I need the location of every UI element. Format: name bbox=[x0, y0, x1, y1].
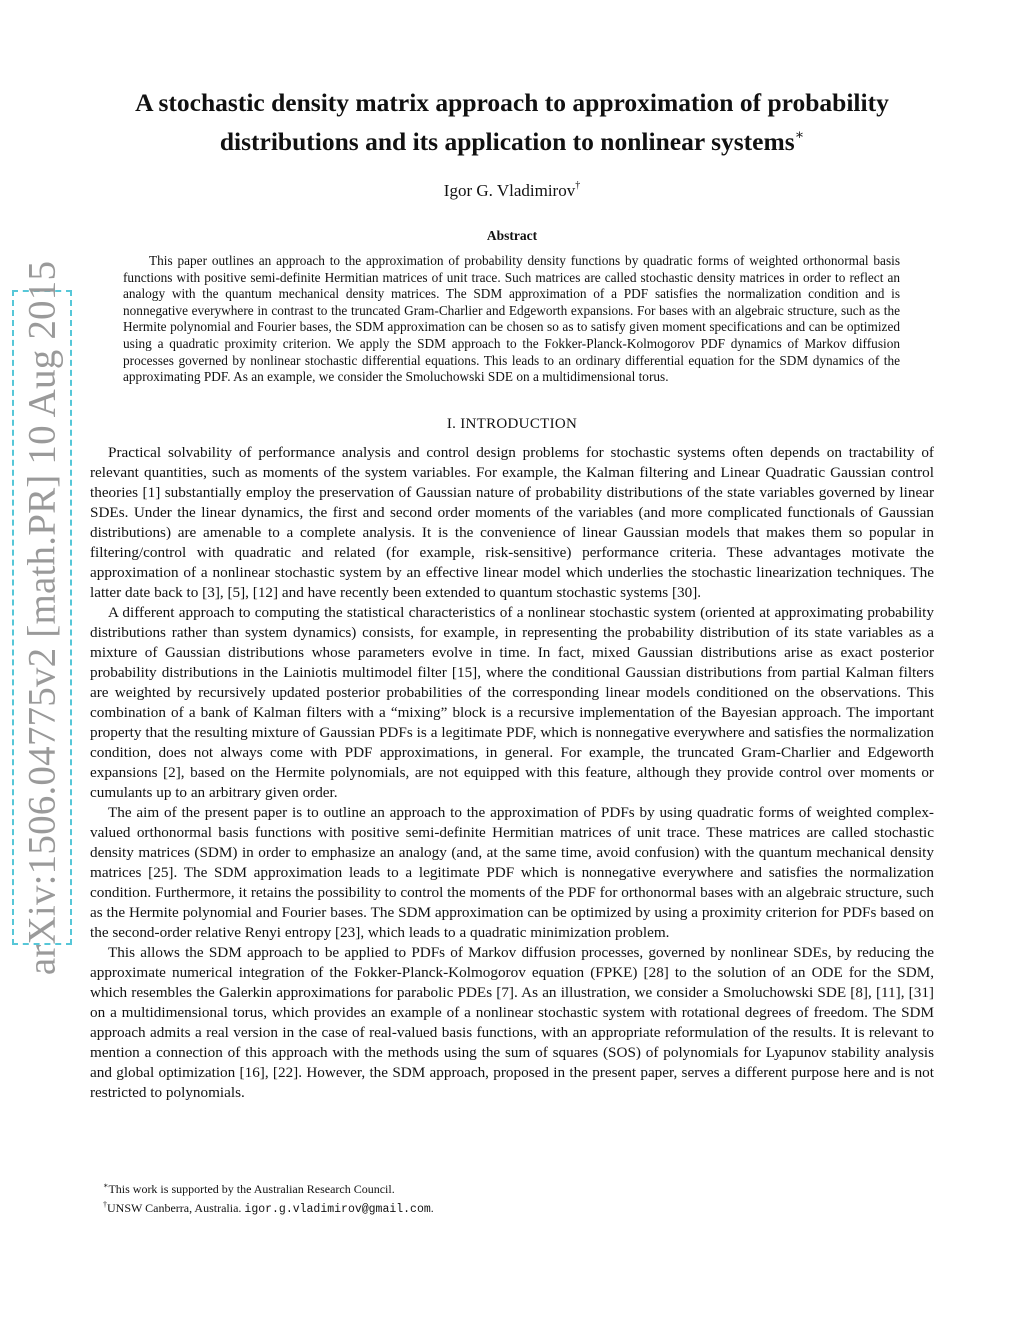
arxiv-identifier-stamp bbox=[12, 260, 72, 975]
title-footnote-mark: ∗ bbox=[794, 128, 805, 143]
paragraph: Practical solvability of performance analysis and control design problems for stochastic systems often depends on tractability of relevant quantities, such as moments of the system variables. For example, the Kalman filtering and Linear Quadratic Gaussian control theories [1] substantially employ the preservation of Gaussian nature of probability distributions of the state variables governed by linear SDEs. Under the linear dynamics, the first and second order moments of the variables (and more complicated functionals of Gaussian distributions) are amenable to a complete analysis. It is the convenience of linear Gaussian models that makes them so popular in filtering/control with quadratic and related (for example, risk-sensitive) performance criteria. These advantages motivate the approximation of a nonlinear stochastic system by an effective linear model which underlies the stochastic linearization techniques. The latter date back to [3], [5], [12] and have recently been extended to quantum stochastic systems [30]. bbox=[90, 444, 934, 601]
footnote-mark: ∗ bbox=[103, 1181, 109, 1190]
paper-title: A stochastic density matrix approach to approximation of probability distributions and its application to nonlinear systems bbox=[135, 88, 889, 156]
author-line bbox=[90, 180, 934, 201]
footnote-text: UNSW Canberra, Australia. bbox=[107, 1201, 242, 1215]
introduction-body bbox=[90, 443, 934, 1103]
footnote-funding bbox=[103, 1178, 934, 1197]
footnote-text: This work is supported by the Australian Research Council. bbox=[108, 1182, 395, 1196]
paragraph: A different approach to computing the statistical characteristics of a nonlinear stochastic system (oriented at approximating probability distributions rather than system dynamics) consists, for example, in representing the probability distribution of its state variables as a mixture of Gaussian distributions whose parameters evolve in time. In fact, mixed Gaussian distributions arise as exact posterior probability distributions in the Lainiotis multimodel filter [15], where the conditional Gaussian distributions from partial Kalman filters are weighted by recursively updated posterior probabilities of the corresponding linear models conditioned on the observations. This combination of a bank of Kalman filters with a “mixing” block is a recursive implementation of the Bayesian approach. The important property that the resulting mixture of Gaussian PDFs is a legitimate PDF, which is nonnegative everywhere and satisfies the normalization condition, does not always come with PDF approximations, in general. For example, the truncated Gram-Charlier and Edgeworth expansions [2], based on the Hermite polynomials, are not equipped with this feature, although they provide control over moments or cumulants up to an arbitrary given order. bbox=[90, 604, 934, 801]
section-heading: I. INTRODUCTION bbox=[446, 416, 578, 432]
footnotes bbox=[90, 1178, 934, 1218]
paper-title-block bbox=[90, 86, 934, 158]
abstract-heading: Abstract bbox=[486, 228, 538, 243]
footnote-tail: . bbox=[430, 1201, 434, 1215]
abstract-text: This paper outlines an approach to the approximation of probability density functions by quadratic forms of weighted orthonormal basis functions with positive semi-definite Hermitian matrices of unit trace. Such matrices are called stochastic density matrices in order to reflect an analogy with the quantum mechanical density matrices. The SDM approximation of a PDF satisfies the normalization condition and is nonnegative everywhere in contrast to the truncated Gram-Charlier and Edgeworth expansions. For bases with an algebraic structure, such as the Hermite polynomial and Fourier bases, the SDM approximation can be chosen so as to satisfy given moment specifications and can be optimized using a quadratic proximity criterion. We apply the SDM approach to the Fokker-Planck-Kolmogorov PDF dynamics of Markov diffusion processes governed by nonlinear stochastic differential equations. This leads to an ordinary differential equation for the SDM dynamics of the approximating PDF. As an example, we consider the Smoluchowski SDE on a multidimensional torus. bbox=[123, 253, 900, 385]
footnote-affiliation bbox=[103, 1197, 934, 1218]
author-name: Igor G. Vladimirov bbox=[443, 181, 576, 200]
arxiv-identifier: arXiv:1506.04775v2 [math.PR] 10 Aug 2015 bbox=[20, 260, 64, 975]
paragraph: The aim of the present paper is to outline an approach to the approximation of PDFs by using quadratic forms of weighted complex-valued orthonormal basis functions with positive semi-definite Hermitian matrices of unit trace. These matrices are called stochastic density matrices (SDM) in order to emphasize an analogy (and, at the same time, avoid confusion) with the quantum mechanical density matrices [25]. The SDM approximation leads to a legitimate PDF which is nonnegative everywhere and satisfies the normalization condition. Furthermore, it retains the possibility to control the moments of the PDF for orthonormal bases with an algebraic structure, such as the Hermite polynomial and Fourier bases. The SDM approximation can be optimized by using a proximity criterion for PDFs based on the second-order relative Renyi entropy [23], which leads to a quadratic minimization problem. bbox=[90, 804, 934, 941]
author-footnote-mark: † bbox=[575, 180, 581, 191]
footnote-mark: † bbox=[103, 1200, 107, 1209]
author-email-link[interactable]: igor.g.vladimirov@gmail.com bbox=[244, 1203, 431, 1216]
paragraph: This allows the SDM approach to be applied to PDFs of Markov diffusion processes, governed by nonlinear SDEs, by reducing the approximate numerical integration of the Fokker-Planck-Kolmogorov equation (FPKE) [28] to the solution of an ODE for the SDM, which resembles the Galerkin approximations for parabolic PDEs [7]. As an illustration, we consider a Smoluchowski SDE [8], [11], [31] on a multidimensional torus, which provides an example of a nonlinear stochastic system with rotational degrees of freedom. The SDM approach admits a real version in the case of real-valued basis functions, with an appropriate reformulation of the results. It is relevant to mention a connection of this approach with the methods using the sum of squares (SOS) of polynomials for Lyapunov stability analysis and global optimization [16], [22]. However, the SDM approach, proposed in the present paper, serves a different purpose here and is not restricted to polynomials. bbox=[90, 944, 934, 1101]
